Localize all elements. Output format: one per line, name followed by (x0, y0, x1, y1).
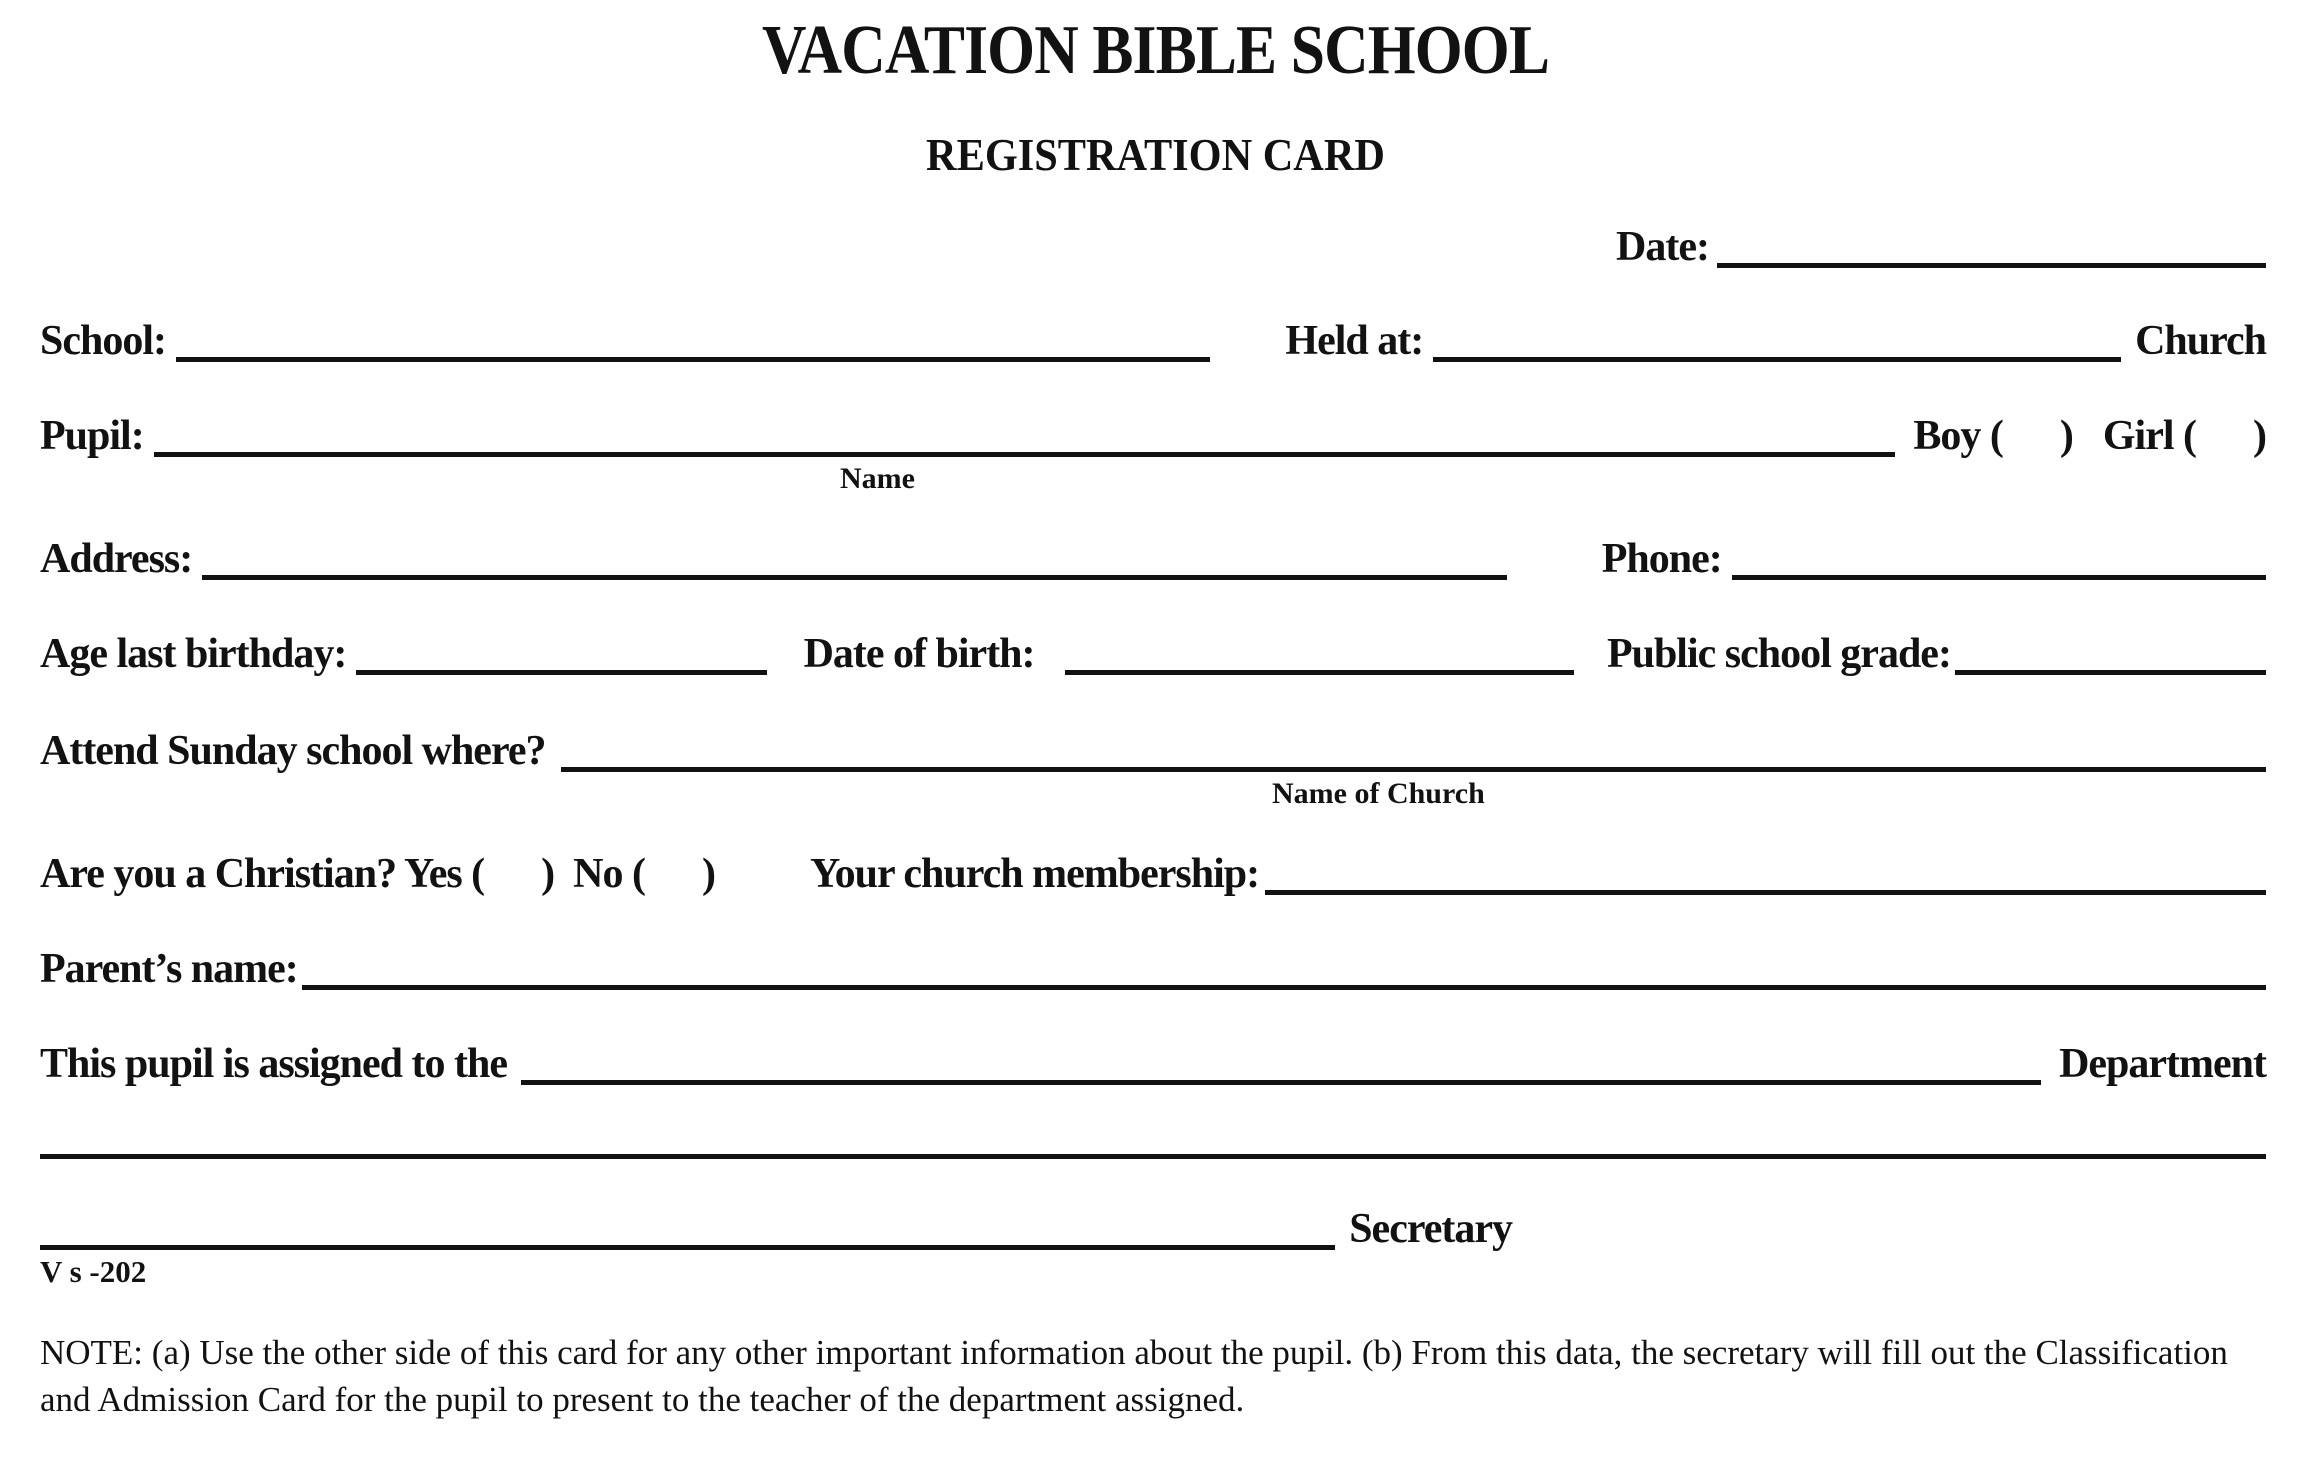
address-row (40, 522, 2266, 580)
pupil-name-blank[interactable] (154, 452, 1896, 457)
christian-row (40, 837, 2266, 895)
held-at-blank[interactable] (1433, 357, 2121, 362)
form-code: V s -202 (40, 1254, 147, 1289)
dob-blank[interactable] (1065, 670, 1574, 675)
extra-blank[interactable] (40, 1154, 2266, 1159)
school-label: School: (40, 318, 167, 364)
pupil-row (40, 399, 2266, 457)
age-label: Age last birthday: (40, 631, 347, 677)
department-suffix-label: Department (2059, 1041, 2266, 1087)
address-label: Address: (40, 536, 193, 582)
school-row (40, 304, 2266, 362)
phone-label: Phone: (1601, 536, 1722, 582)
note-text: NOTE: (a) Use the other side of this card for any other important information about the pupil. (b) From this data, the secretary will fill out the Classification and Admission Card for the pupil to present to the teacher of the department assigned. (40, 1333, 2228, 1419)
assigned-department-blank[interactable] (521, 1080, 2041, 1085)
attend-row (40, 714, 2266, 772)
membership-label: Your church membership: (809, 851, 1260, 897)
membership-blank[interactable] (1265, 890, 2266, 895)
attend-label: Attend Sunday school where? (40, 728, 546, 774)
address-blank[interactable] (202, 575, 1507, 580)
date-label: Date: (1616, 224, 1709, 270)
boy-checkbox-label[interactable]: Boy ( ) (1913, 413, 2073, 459)
extra-line-row (40, 1101, 2266, 1159)
secretary-signature-blank[interactable] (40, 1245, 1335, 1250)
date-row (1616, 210, 2266, 268)
christian-question-label[interactable]: Are you a Christian? Yes ( ) No ( ) (40, 851, 715, 897)
secretary-label: Secretary (1349, 1206, 1512, 1252)
parent-name-blank[interactable] (302, 985, 2266, 990)
pupil-label: Pupil: (40, 413, 144, 459)
grade-label: Public school grade: (1606, 631, 1951, 677)
dob-label: Date of birth: (803, 631, 1035, 677)
pupil-name-caption: Name (840, 462, 915, 495)
parent-row (40, 932, 2266, 990)
attend-blank[interactable] (561, 767, 2266, 772)
phone-blank[interactable] (1732, 575, 2266, 580)
card-subtitle: REGISTRATION CARD (926, 129, 1385, 180)
parent-name-label: Parent’s name: (40, 946, 298, 992)
date-blank[interactable] (1717, 263, 2266, 268)
card-title: VACATION BIBLE SCHOOL (761, 12, 1550, 89)
secretary-row (40, 1192, 1512, 1250)
age-blank[interactable] (356, 670, 766, 675)
assigned-row (40, 1027, 2266, 1085)
grade-blank[interactable] (1955, 670, 2266, 675)
held-at-label: Held at: (1285, 318, 1424, 364)
age-row (40, 617, 2266, 675)
school-blank[interactable] (176, 357, 1210, 362)
girl-checkbox-label[interactable]: Girl ( ) (2102, 413, 2266, 459)
church-suffix-label: Church (2135, 318, 2266, 364)
assigned-label: This pupil is assigned to the (40, 1041, 508, 1087)
attend-church-caption: Name of Church (1272, 777, 1485, 810)
